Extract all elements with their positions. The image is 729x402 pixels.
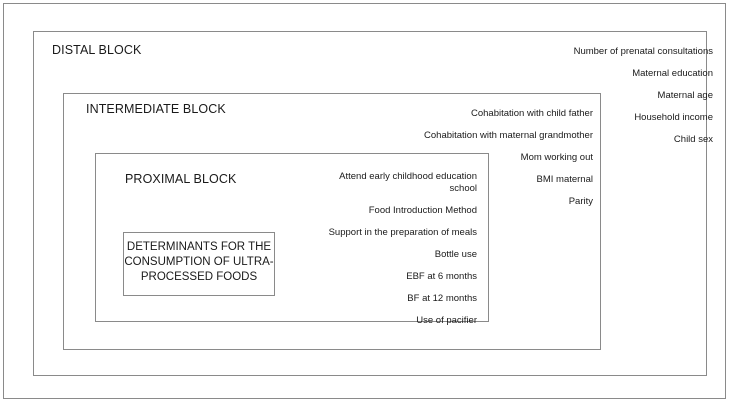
distal-factor: Child sex bbox=[673, 134, 713, 145]
distal-factor: Household income bbox=[634, 112, 713, 123]
distal-factor: Maternal education bbox=[632, 68, 713, 79]
intermediate-factor: Mom working out bbox=[520, 152, 593, 163]
distal-block-title: DISTAL BLOCK bbox=[52, 43, 142, 57]
proximal-factors-list bbox=[297, 171, 477, 337]
determinants-label: DETERMINANTS FOR THE CONSUMPTION OF ULTRA-PROCESSED FOODS bbox=[124, 241, 274, 283]
proximal-factor: Food Introduction Method bbox=[368, 205, 477, 216]
intermediate-factor: Cohabitation with maternal grandmother bbox=[424, 130, 593, 141]
proximal-factor: Attend early childhood education school bbox=[339, 171, 477, 194]
distal-factor: Maternal age bbox=[657, 90, 713, 101]
proximal-factor: Support in the preparation of meals bbox=[328, 227, 477, 238]
intermediate-block-title: INTERMEDIATE BLOCK bbox=[86, 102, 226, 116]
distal-factor: Number of prenatal consultations bbox=[573, 46, 713, 57]
intermediate-factor: Parity bbox=[568, 196, 593, 207]
intermediate-factor: Cohabitation with child father bbox=[471, 108, 593, 119]
proximal-block-title: PROXIMAL BLOCK bbox=[125, 172, 237, 186]
proximal-factor: Bottle use bbox=[434, 249, 477, 260]
proximal-factor: Use of pacifier bbox=[416, 315, 477, 326]
proximal-factor: BF at 12 months bbox=[407, 293, 477, 304]
proximal-factor: EBF at 6 months bbox=[406, 271, 477, 282]
intermediate-factor: BMI maternal bbox=[536, 174, 593, 185]
